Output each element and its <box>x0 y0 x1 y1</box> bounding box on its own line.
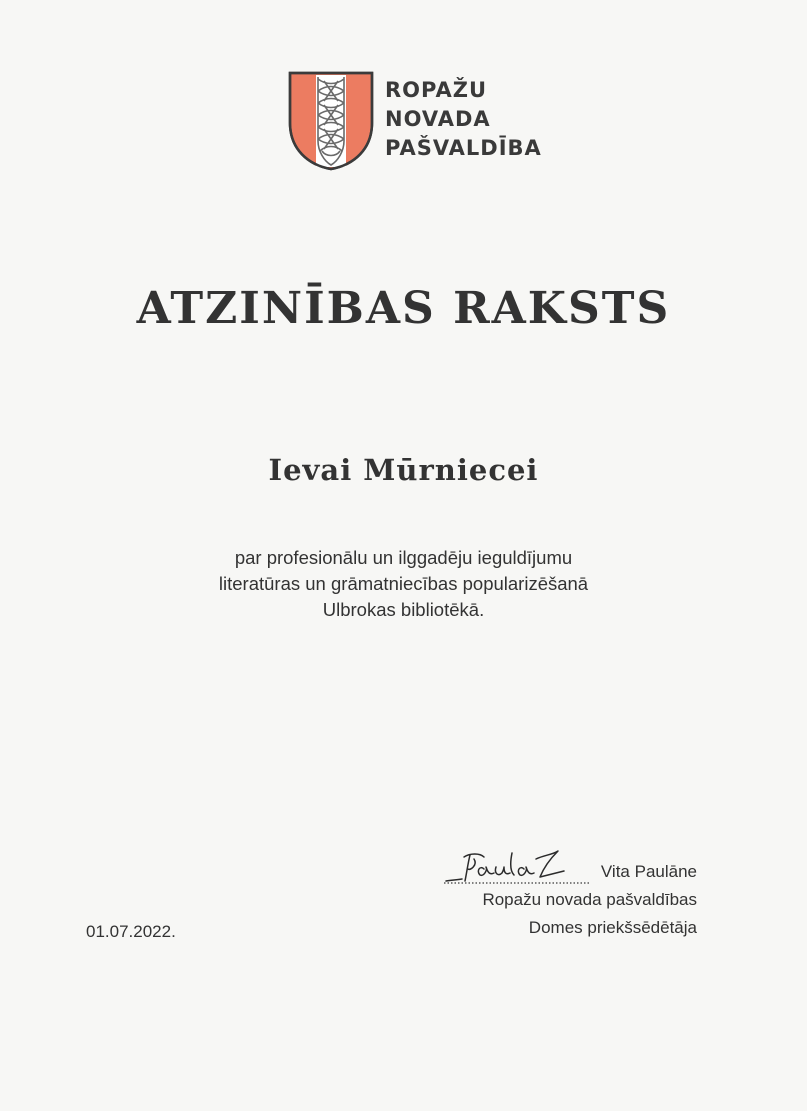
award-reason <box>0 545 807 623</box>
municipality-name <box>385 76 542 163</box>
issue-date: 01.07.2022. <box>86 922 176 941</box>
signature-block <box>440 845 700 945</box>
award-reason-line: par profesionālu un ilggadēju ieguldījumu <box>234 547 573 568</box>
certificate-title: ATZINĪBAS RAKSTS <box>136 283 671 334</box>
signer-organization: Ropažu novada pašvaldības <box>482 890 697 909</box>
signer-role: Domes priekšsēdētāja <box>528 918 697 937</box>
award-reason-line: literatūras un grāmatniecības popularizēšanā <box>218 573 589 594</box>
municipality-name-line: ROPAŽU <box>385 78 488 102</box>
signer-name: Vita Paulāne <box>600 862 697 881</box>
handwritten-signature <box>440 845 595 890</box>
award-reason-line: Ulbrokas bibliotēkā. <box>322 599 485 620</box>
municipality-logo <box>288 71 568 175</box>
municipality-name-line: NOVADA <box>385 107 491 131</box>
recipient-name: Ievai Mūrniecei <box>268 453 539 487</box>
municipality-name-line: PAŠVALDĪBA <box>385 136 542 160</box>
coat-of-arms-icon <box>288 71 374 171</box>
